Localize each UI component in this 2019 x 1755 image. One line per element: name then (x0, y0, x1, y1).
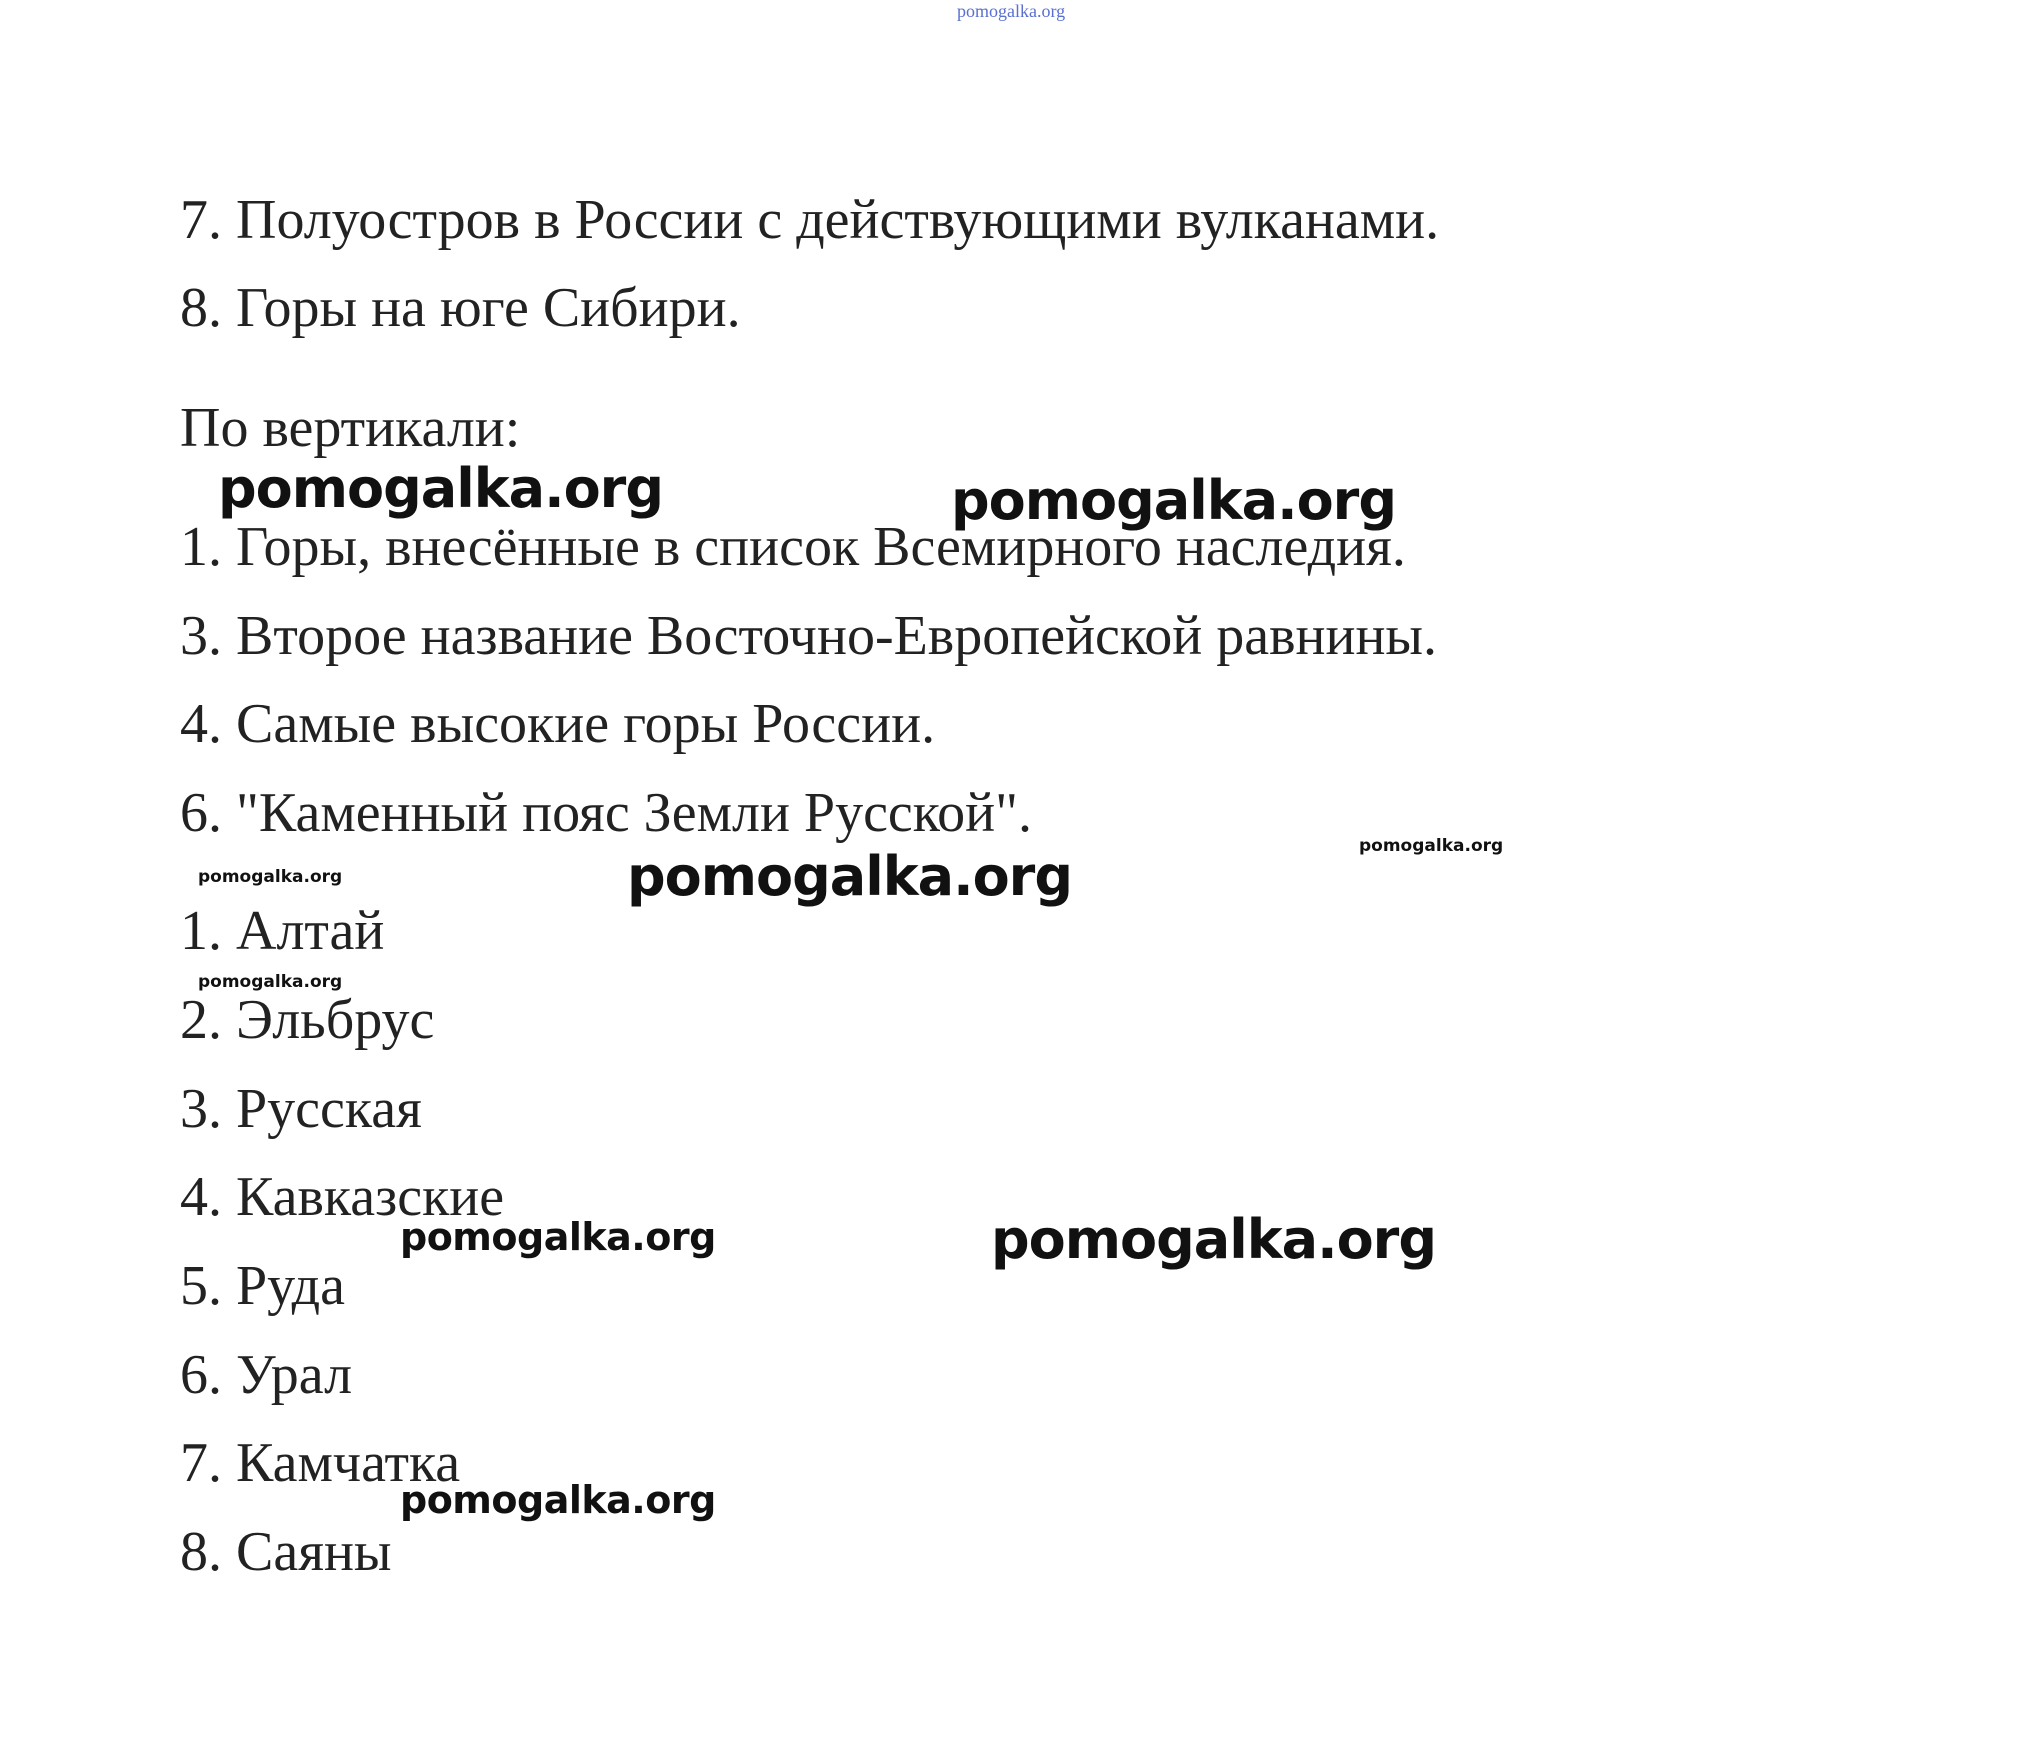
watermark-7: pomogalka.org (400, 1215, 716, 1259)
watermark-6: pomogalka.org (198, 972, 343, 992)
watermark-top: pomogalka.org (957, 1, 1066, 21)
answer-2: 2. Эльбрус (180, 989, 435, 1051)
watermark-2: pomogalka.org (951, 469, 1396, 532)
down-clue-3: 3. Второе название Восточно-Европейской равнины. (180, 605, 1438, 667)
across-clue-7: 7. Полуостров в России с действующими вулканами. (180, 189, 1440, 251)
answer-1: 1. Алтай (180, 900, 385, 962)
answer-5: 5. Руда (180, 1255, 345, 1317)
answer-8: 8. Саяны (180, 1521, 392, 1583)
watermark-3: pomogalka.org (1359, 836, 1504, 856)
watermark-5: pomogalka.org (627, 845, 1072, 908)
down-clue-1: 1. Горы, внесённые в список Всемирного наследия. (180, 516, 1406, 578)
watermark-4: pomogalka.org (198, 867, 343, 887)
watermark-9: pomogalka.org (400, 1478, 716, 1522)
answer-6: 6. Урал (180, 1344, 353, 1406)
answer-7: 7. Камчатка (180, 1432, 461, 1494)
watermark-8: pomogalka.org (991, 1208, 1436, 1271)
answer-4: 4. Кавказские (180, 1166, 505, 1228)
across-clue-8: 8. Горы на юге Сибири. (180, 277, 741, 339)
down-heading: По вертикали: (180, 397, 521, 459)
down-clue-4: 4. Самые высокие горы России. (180, 693, 936, 755)
down-clue-6: 6. "Каменный пояс Земли Русской". (180, 782, 1032, 844)
watermark-1: pomogalka.org (218, 457, 663, 520)
answer-3: 3. Русская (180, 1078, 422, 1140)
